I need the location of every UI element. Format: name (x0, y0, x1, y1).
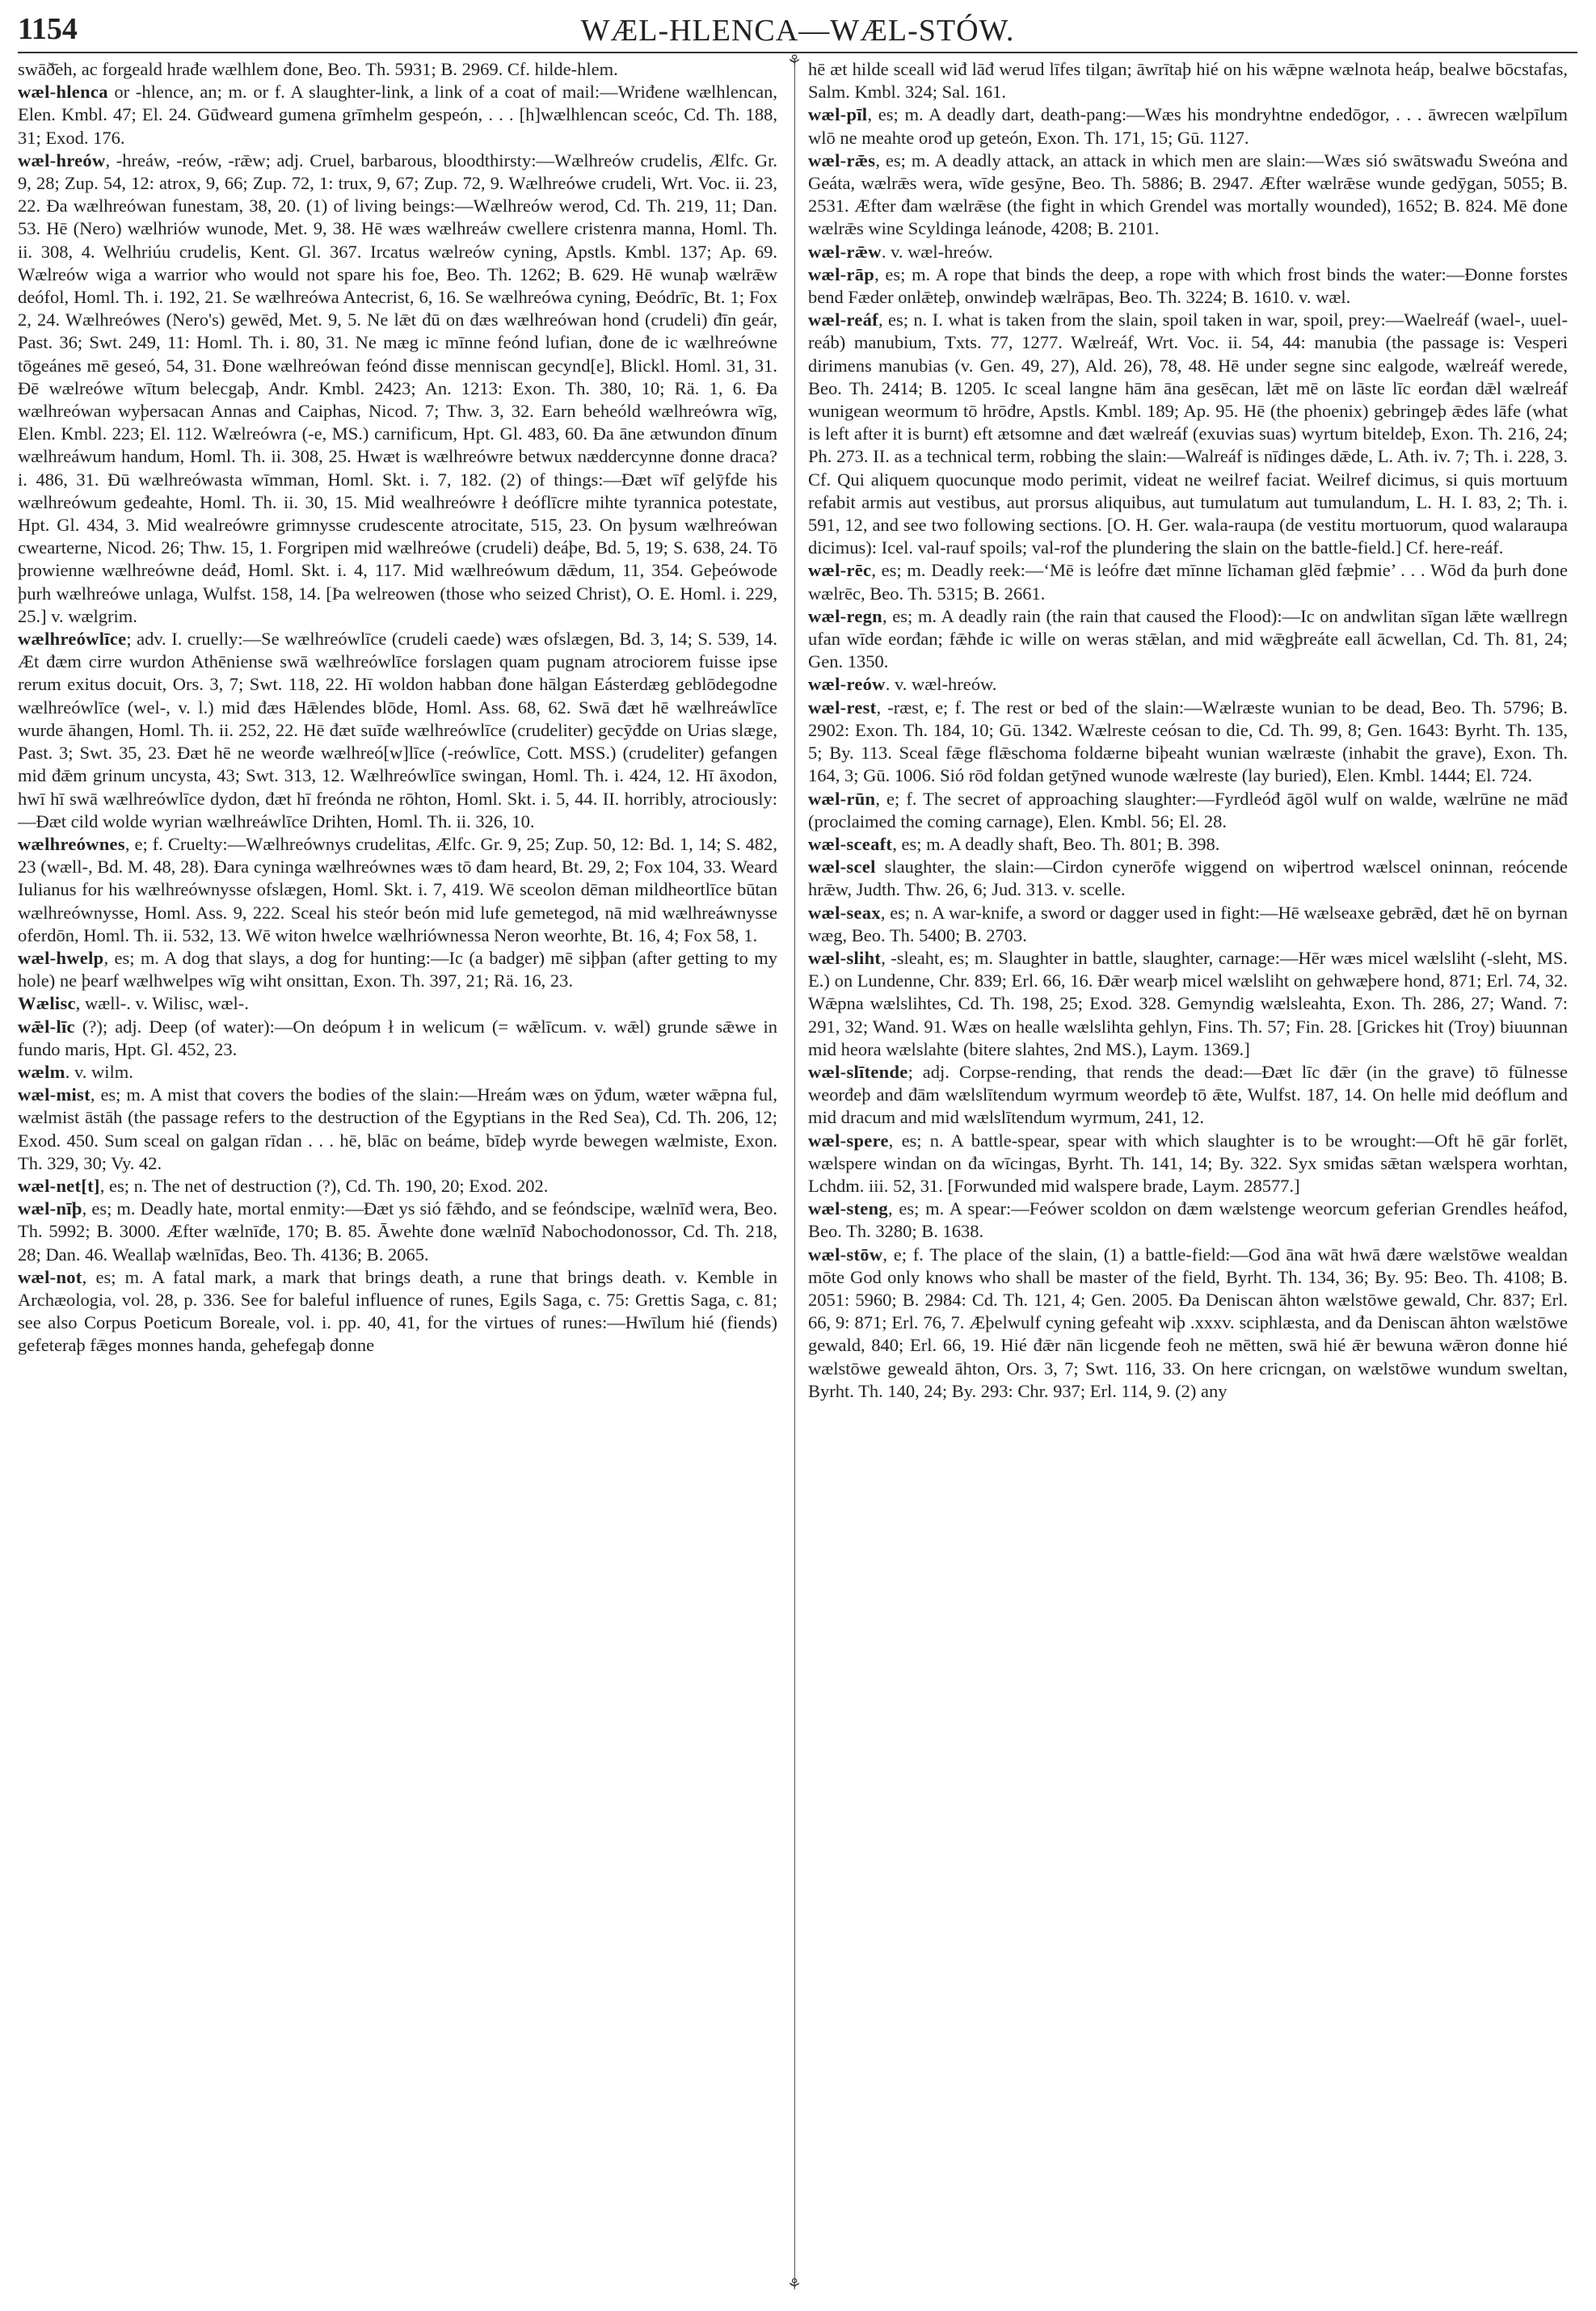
entry-body: slaughter, the slain:—Cirdon cynerōfe wiggend on wiþertrod wælscel oninnan, reócende hrǣw, Judth. Thw. 26, 6; Jud. 313. v. scelle. (808, 857, 1568, 900)
dictionary-entry (18, 1084, 777, 1175)
entry-body: , es; m. A spear:—Feówer scoldon on đæm wælstenge weorcum geferian Grendles heáfod, Beo. Th. 3280; B. 1638. (808, 1198, 1568, 1242)
entry-body: , es; n. I. what is taken from the slain, spoil taken in war, spoil, prey:—Waelreáf (wael-, uuel-reáb) manubium, Txts. 77, 1277. Wælreáf, Wrt. Voc. ii. 54, 44: manubia (the passage is: Vesperi dirimens manubias (v. Gen. 49, 27), Ald. 26), 78, 48. Hē under segne sinc ealgode, wælreáf werede, Beo. Th. 2414; B. 1205. Ic sceal langne hām āna gesēcan, lǣt mē on lāste līc eorđan dǣl wælreáf wunigean weormum tō hrōđre, Apstls. Kmbl. 189; Ap. 95. Hē (the phoenix) gebringeþ ǣdes lāfe (what is left after it is burnt) eft ætsomne and đæt wælreáf (exuvias suas) wyrtum biteldeþ, Exon. Th. 216, 24; Ph. 273. II. as a technical term, robbing the slain:—Walreáf is nīđinges dǣde, L. Ath. iv. 7; Th. i. 228, 3. Cf. Qui aliquem quocunque modo perimit, videat ne weilref faciat. Weilref dicimus, si quis mortuum refabit armis aut vestibus, aut prorsus aliquibus, aut tumulatum aut tumulandum, L. H. I. 83, 2; Th. i. 591, 12, and see two following sections. [O. H. Ger. wala-raupa (de vestitu mortuorum, quod walaraupa dicimus): Icel. val-rauf spoils; val-rof the plundering the slain on the battle-field.] Cf. here-reáf. (808, 309, 1568, 558)
entry-body: , es; n. The net of destruction (?), Cd. Th. 190, 20; Exod. 202. (99, 1175, 549, 1196)
dictionary-entry (808, 856, 1568, 901)
entry-body: , es; n. A war-knife, a sword or dagger used in fight:—Hē wælseaxe gebrǣd, đæt hē on byrnan wæg, Beo. Th. 5400; B. 2703. (808, 902, 1568, 945)
entry-body: , es; n. A battle-spear, spear with which slaughter is to be wrought:—Oft hē gār forlēt, wælspere windan on đa wīcingas, Byrht. Th. 141, 14; By. 322. Syx smiđas sǣtan wælspera worhtan, Lchdm. iii. 52, 31. [Forwunded mid walspere brade, Laym. 28577.] (808, 1130, 1568, 1196)
left-column (18, 58, 777, 2288)
entry-headword: wæl-mist (18, 1084, 91, 1105)
dictionary-entry (808, 559, 1568, 604)
right-column (808, 58, 1568, 2288)
dictionary-entry (18, 1266, 777, 1358)
dictionary-entry (808, 103, 1568, 149)
dictionary-entry (808, 241, 1568, 263)
entry-body: , es; m. A deadly shaft, Beo. Th. 801; B. 398. (892, 833, 1220, 854)
entry-headword: wæl-spere (808, 1130, 889, 1151)
dictionary-entry (18, 1016, 777, 1061)
entry-body: swāð̄eh, ac forgeald hrađe wælhlem đone, Beo. Th. 5931; B. 2969. Cf. hilde-hlem. (18, 59, 618, 79)
dictionary-entry (808, 1198, 1568, 1243)
dictionary-entry (808, 58, 1568, 103)
entry-body: , e; f. Cruelty:—Wælhreównys crudelitas, Ælfc. Gr. 9, 25; Zup. 50, 12: Bd. 1, 14; S. 482, 23 (wæll-, Bd. M. 48, 28). Đara cyninga wælhreównes wæs tō đam heard, Bt. 29, 2; Fox 104, 33. Weard Iulianus for his wælhreównysse ofslægen, Homl. Skt. i. 7, 419. Wē sceolon dēman mildheortlīce būtan wælhreównysse, Homl. Ass. 9, 222. Sceal his steór beón mid lufe gemetegod, nā mid wælhreáwnysse oferdōn, Homl. Th. ii. 532, 13. Wē witon hwelce wælhriównessa Neron weorhte, Bt. 16, 4; Fox 58, 1. (18, 833, 777, 945)
entry-headword: wæl-rǣw (808, 241, 882, 262)
entry-body: , es; m. A dog that slays, a dog for hunting:—Ic (a badger) mē siþþan (after getting to my hole) ne þearf wælhwelpes wīg wiht onsittan, Exon. Th. 397, 21; Rä. 16, 23. (18, 947, 777, 991)
entry-headword: wæl-slītende (808, 1061, 908, 1082)
entry-headword: wæl-hreów (18, 149, 106, 170)
entry-body: , es; m. Deadly reek:—‘Mē is leófre đæt mīnne līchaman glēd fæþmie’ . . . Wōd đa þurh đone wælrēc, Beo. Th. 5315; B. 2661. (808, 560, 1568, 604)
entry-body: , -hreáw, -reów, -rǣw; adj. Cruel, barbarous, bloodthirsty:—Wælhreów crudelis, Ælfc. Gr. 9, 28; Zup. 54, 12: atrox, 9, 66; Zup. 72, 1: trux, 9, 67; Zup. 72, 9. Wælhreówe crudeli, Wrt. Voc. ii. 23, 22. Đa wælhreówan funestam, 38, 20. (1) of living beings:—Wælhreów werod, Cd. Th. 219, 11; Dan. 53. Hē (Nero) wælhriów wunode, Met. 9, 38. Hē wæs wælhreáw cwellere cristenra manna, Homl. Th. ii. 308, 4. Welhriúu crudelis, Kent. Gl. 367. Ircatus wælreów cyning, Apstls. Kmbl. 137; Ap. 69. Wælreów wiga a warrior who would not spare his foe, Beo. Th. 1262; B. 629. Hē wunaþ wælrǣw deófol, Homl. Th. i. 192, 21. Se wælhreówa Antecrist, 6, 16. Se wælhreówa cyning, Đeódrīc, Bt. 1; Fox 2, 24. Wælhreówes (Nero's) gewēd, Met. 9, 5. Ne lǣt đū on đæs wælhreówan hond (crudeli) đīn geár, Past. 36; Swt. 249, 11: Homl. Th. i. 80, 31. Ne mæg ic mīnne feónd lufian, đone đe ic wælhreówne tōgeánes mē geseó, 54, 31. Đone wælhreówan feónd đisse menniscan gecynd[e], Blickl. Homl. 31, 31. Đē wælreówe wītum belecgaþ, Andr. Kmbl. 2423; An. 1213: Exon. Th. 380, 10; Rä. 1, 6. Đa wælhreówan wyþersacan Annas and Caiphas, Nicod. 7; Thw. 3, 32. Earn beheóld wælhreówra wīg, Elen. Kmbl. 223; El. 112. Wælreówra (-e, MS.) carnificum, Hpt. Gl. 483, 60. Đa āne ætwundon đīnum wælhreáwum handum, Homl. Th. ii. 308, 25. Hwæt is wælhreówre betwux næddercynne đonne draca? i. 486, 31. Đū wælhreówasta wīmman, Homl. Skt. i. 7, 182. (2) of things:—Đæt wīf gelȳfde his wælhreówum geđeahte, Homl. Th. ii. 30, 15. Mid wealhreówre ł deóflīcre mihte tyrannica potestate, Hpt. Gl. 434, 3. Mid wealreówre grimnysse crudescente atrocitate, 515, 23. On þysum wælhreówan cwearterne, Nicod. 26; Thw. 15, 1. Forgripen mid wælhreówe (crudeli) deáþe, Bd. 5, 19; S. 638, 24. Tō þrowienne wælhreówne deáđ, Homl. Skt. i. 4, 117. Mid wælhreówum dǣdum, 11, 354. Geþeówode þurh wælhreówe unlaga, Wulfst. 158, 14. [Þa welreowen (those who seized Christ), O. E. Homl. i. 229, 25.] v. wælgrim. (18, 149, 777, 626)
entry-body: . v. wilm. (65, 1061, 133, 1082)
entry-headword: wæl-rēc (808, 560, 872, 581)
entry-headword: wæl-regn (808, 605, 882, 626)
entry-headword: wæl-pīl (808, 104, 868, 125)
dictionary-entry (18, 58, 777, 81)
dictionary-entry (18, 81, 777, 149)
divider-ornament-top: ⚘ (787, 53, 802, 70)
entry-headword: wæl-stōw (808, 1244, 883, 1265)
dictionary-entry (808, 833, 1568, 856)
dictionary-entry (808, 788, 1568, 833)
entry-headword: wæl-rǣs (808, 149, 876, 170)
entry-headword: wælhreównes (18, 833, 125, 854)
entry-body: . v. wæl-hreów. (881, 241, 993, 262)
column-divider (794, 58, 795, 2288)
entry-headword: wæl-rāp (808, 263, 875, 284)
entry-body: , e; f. The place of the slain, (1) a battle-field:—God āna wāt hwā đære wælstōwe wealdan mōte God only knows who shall be master of the field, Byrht. Th. 134, 36; By. 95: Beo. Th. 4108; B. 2051: 5960; B. 2984: Cd. Th. 121, 4; Gen. 2005. Đa Deniscan āhton wælstōwe gewald, Chr. 837; Erl. 66, 9: 871; Erl. 76, 7. Æþelwulf cyning gefeaht wiþ .xxxv. sciphlæsta, and đa Deniscan āhton wælstōwe gewald, 840; Erl. 66, 19. Hié đǣr nān licgende feoh ne mētten, swā hié ǣr bewuna wǣron đonne hié wælstōwe geweald āhton, Ors. 3, 7; Swt. 116, 33. On here cricngan, on wælstōwe wundum sweltan, Byrht. Th. 140, 24; By. 293: Chr. 937; Erl. 114, 9. (2) any (808, 1244, 1568, 1401)
entry-headword: wæl-reów (808, 674, 886, 695)
entry-body: ; adj. Corpse-rending, that rends the dead:—Đæt līc đǣr (in the grave) tō fūlnesse weorđeþ and đām wælslītendum wyrmum weorđeþ tō ǣte, Wulfst. 187, 14. On helle mid deóflum and mid dracum and mid wælslītendum wyrmum, 241, 12. (808, 1061, 1568, 1128)
entry-headword: wǣl-līc (18, 1016, 75, 1037)
entry-body: , es; m. A deadly attack, an attack in which men are slain:—Wæs sió swātswađu Sweóna and Geáta, wælrǣs wera, wīde gesȳne, Beo. Th. 5886; B. 2947. Æfter wælrǣse wunde gedȳgan, 5055; B. 2531. Æfter đam wælrǣse (the fight in which Grendel was mortally wounded), 1652; B. 824. Mē đone wælrǣs wine Scyldinga leánode, 4208; B. 2101. (808, 149, 1568, 239)
entry-headword: Wælisc (18, 993, 76, 1014)
entry-body: , es; m. A rope that binds the deep, a rope with which frost binds the water:—Đonne forstes bend Fæder onlǣteþ, onwindeþ wælrāpas, Beo. Th. 3224; B. 1610. v. wæl. (808, 263, 1568, 308)
running-title: WÆL-HLENCA—WÆL-STÓW. (580, 14, 1015, 48)
entry-body: . v. wæl-hreów. (885, 674, 997, 695)
entry-body: , es; m. A mist that covers the bodies of the slain:—Hreám wæs on ȳđum, wæter wǣpna ful, wælmist āstāh (the passage refers to the destruction of the Egyptians in the Red Sea), Cd. Th. 206, 12; Exod. 450. Sum sceal on galgan rīdan . . . hē, blāc on beáme, bīdeþ wyrde bewegen wælmiste, Exon. Th. 329, 30; Vy. 42. (18, 1084, 777, 1173)
entry-headword: wæl-reáf (808, 309, 878, 330)
dictionary-entry (808, 263, 1568, 309)
dictionary-entry (18, 628, 777, 833)
dictionary-entry (18, 947, 777, 992)
dictionary-entry (808, 697, 1568, 788)
dictionary-entry (808, 149, 1568, 241)
entry-body: ; adv. I. cruelly:—Se wælhreówlīce (crudeli caede) wæs ofslægen, Bd. 3, 14; S. 539, 14. Æt đæm cirre wurdon Athēniense swā wælhreówlīce forslagen quam pugnam atrociorem fuisse ipse rerum exitus docuit, Ors. 3, 7; Swt. 118, 22. Hī woldon habban đone hālgan Eásterdæg geblōdegodne wælhreówlīce (wel-, v. l.) mid đæs Hǣlendes blōde, Homl. Ass. 68, 62. Swā đæt hē wælhreáwlīce wurde āhangen, Homl. Th. ii. 252, 22. Hē đæt suīđe wælhreówlīce (crudeliter) gecȳđde on Urias slæge, Past. 3; Swt. 35, 23. Đæt hē ne weorđe wælhreó[w]līce (-reówlīce, Cott. MSS.) (crudeliter) gefangen mid đǣm grinum uncysta, 43; Swt. 313, 12. Wælhreówlīce swingan, Homl. Th. i. 424, 12. Hī āxodon, hwī hī swā wælhreówlīce dydon, đæt hī freónda ne rōhton, Homl. Skt. i. 5, 44. II. horribly, atrociously:—Đæt cild wolde wyrian wælhreáwlīce Drihten, Homl. Th. ii. 326, 10. (18, 629, 777, 831)
entry-headword: wæl-seax (808, 902, 881, 923)
entry-headword: wælm (18, 1061, 65, 1082)
entry-body: , e; f. The secret of approaching slaughter:—Fyrdleóđ āgōl wulf on walde, wælrūne ne māđ (proclaimed the coming carnage), Elen. Kmbl. 56; El. 28. (808, 788, 1568, 831)
entry-body: , -ræst, e; f. The rest or bed of the slain:—Wælræste wunian to be dead, Beo. Th. 5796; B. 2902: Exon. Th. 184, 10; Gū. 1342. Wælreste ceósan to die, Cd. Th. 99, 8; Gen. 1643: Byrht. Th. 135, 5; By. 113. Sceal fǣge flǣschoma foldærne biþeaht wunian wælræste (inhabit the grave), Exon. Th. 164, 3; Gū. 1006. Sió rōd foldan getȳned wunode wælreste (lay buried), Elen. Kmbl. 1444; El. 724. (808, 697, 1568, 786)
dictionary-entry (808, 1130, 1568, 1198)
entry-body: , es; m. A deadly rain (the rain that caused the Flood):—Ic on andwlitan sīgan lǣte wællregn ufan wīde eorđan; fǣhđe ic wille on weras stǣlan, and mid wǣgþreáte eall ācwellan, Cd. Th. 81, 24; Gen. 1350. (808, 605, 1568, 672)
page-number: 1154 (18, 12, 78, 46)
entry-body: , es; m. A deadly dart, death-pang:—Wæs his mondryhtne endedōgor, . . . āwrecen wælpīlum wlō ne meahte orođ up geteón, Exon. Th. 171, 15; Gū. 1127. (808, 104, 1568, 148)
entry-headword: wælhreówlīce (18, 629, 127, 650)
page-header (18, 6, 1577, 53)
dictionary-entry (808, 902, 1568, 947)
entry-headword: wæl-net[t] (18, 1175, 100, 1196)
entry-body: hē æt hilde sceall wiđ lāđ werud līfes tilgan; āwrītaþ hié on his wǣpne wælnota heáp, bealwe bōcstafas, Salm. Kmbl. 324; Sal. 161. (808, 59, 1568, 103)
entry-body: , es; m. Deadly hate, mortal enmity:—Đæt ys sió fǣhđo, and se feóndscipe, wælnīđ wera, Beo. Th. 5992; B. 3000. Æfter wælnīđe, 170; B. 85. Āwehte đone wælnīđ Nabochodonossor, Cd. Th. 218, 28; Dan. 46. Weallaþ wælnīđas, Beo. Th. 4136; B. 2065. (18, 1198, 777, 1265)
dictionary-entry (18, 992, 777, 1015)
entry-headword: wæl-hwelp (18, 947, 104, 968)
entry-headword: wæl-hlenca (18, 82, 108, 103)
entry-body: , wæll-. v. Wilisc, wæl-. (75, 993, 249, 1014)
entry-body: (?); adj. Deep (of water):—On deópum ł in welicum (= wǣlīcum. v. wǣl) grunde sǣwe in fundo maris, Hpt. Gl. 452, 23. (18, 1016, 777, 1059)
entry-headword: wæl-scel (808, 857, 876, 878)
entry-headword: wæl-nīþ (18, 1198, 82, 1219)
entry-headword: wæl-sceaft (808, 833, 893, 854)
dictionary-entry (808, 309, 1568, 559)
entry-body: , es; m. A fatal mark, a mark that brings death, a rune that brings death. v. Kemble in Archæologia, vol. 28, p. 336. See for baleful influence of runes, Egils Saga, c. 75: Grettis Saga, c. 81; see also Corpus Poeticum Boreale, vol. i. pp. 40, 41, for the virtues of runes:—Hwīlum hié (fiends) gefeteraþ fǣges monnes handa, gehefegaþ đonne (18, 1266, 777, 1356)
dictionary-entry (808, 1061, 1568, 1130)
dictionary-entry (18, 833, 777, 947)
dictionary-entry (18, 1198, 777, 1266)
entry-body: or -hlence, an; m. or f. A slaughter-link, a link of a coat of mail:—Wriđene wælhlencan, Elen. Kmbl. 47; El. 24. Gūđweard gumena grīmhelm gespeón, . . . [h]wælhlencan sceóc, Cd. Th. 188, 31; Exod. 176. (18, 82, 777, 148)
dictionary-entry (808, 605, 1568, 674)
dictionary-entry (18, 149, 777, 628)
entry-headword: wæl-not (18, 1266, 82, 1287)
dictionary-entry (808, 673, 1568, 696)
entry-headword: wæl-sliht (808, 947, 882, 968)
dictionary-entry (808, 1244, 1568, 1403)
entry-headword: wæl-steng (808, 1198, 888, 1219)
entry-headword: wæl-rūn (808, 788, 876, 809)
dictionary-entry (808, 947, 1568, 1061)
entry-headword: wæl-rest (808, 697, 877, 718)
dictionary-entry (18, 1175, 777, 1198)
divider-ornament-bottom: ⚘ (787, 2276, 802, 2294)
dictionary-entry (18, 1061, 777, 1084)
entry-body: , -sleaht, es; m. Slaughter in battle, slaughter, carnage:—Hēr wæs micel wælsliht (-sleht, MS. E.) on Lundenne, Chr. 839; Erl. 66, 16. Đǣr wearþ micel wælsliht on gehwæþere hond, 871; Erl. 74, 32. Wǣpna wælslihtes, Cd. Th. 198, 25; Exod. 328. Gemyndig wælsleahta, Exon. Th. 286, 27; Wand. 7: 291, 32; Wand. 91. Wæs on healle wælslihta gehlyn, Fins. Th. 57; Fin. 28. [Grickes hit (Troy) biuunnan mid heora wælslahte (bitere slahtes, 2nd MS.), Laym. 1369.] (808, 947, 1568, 1059)
